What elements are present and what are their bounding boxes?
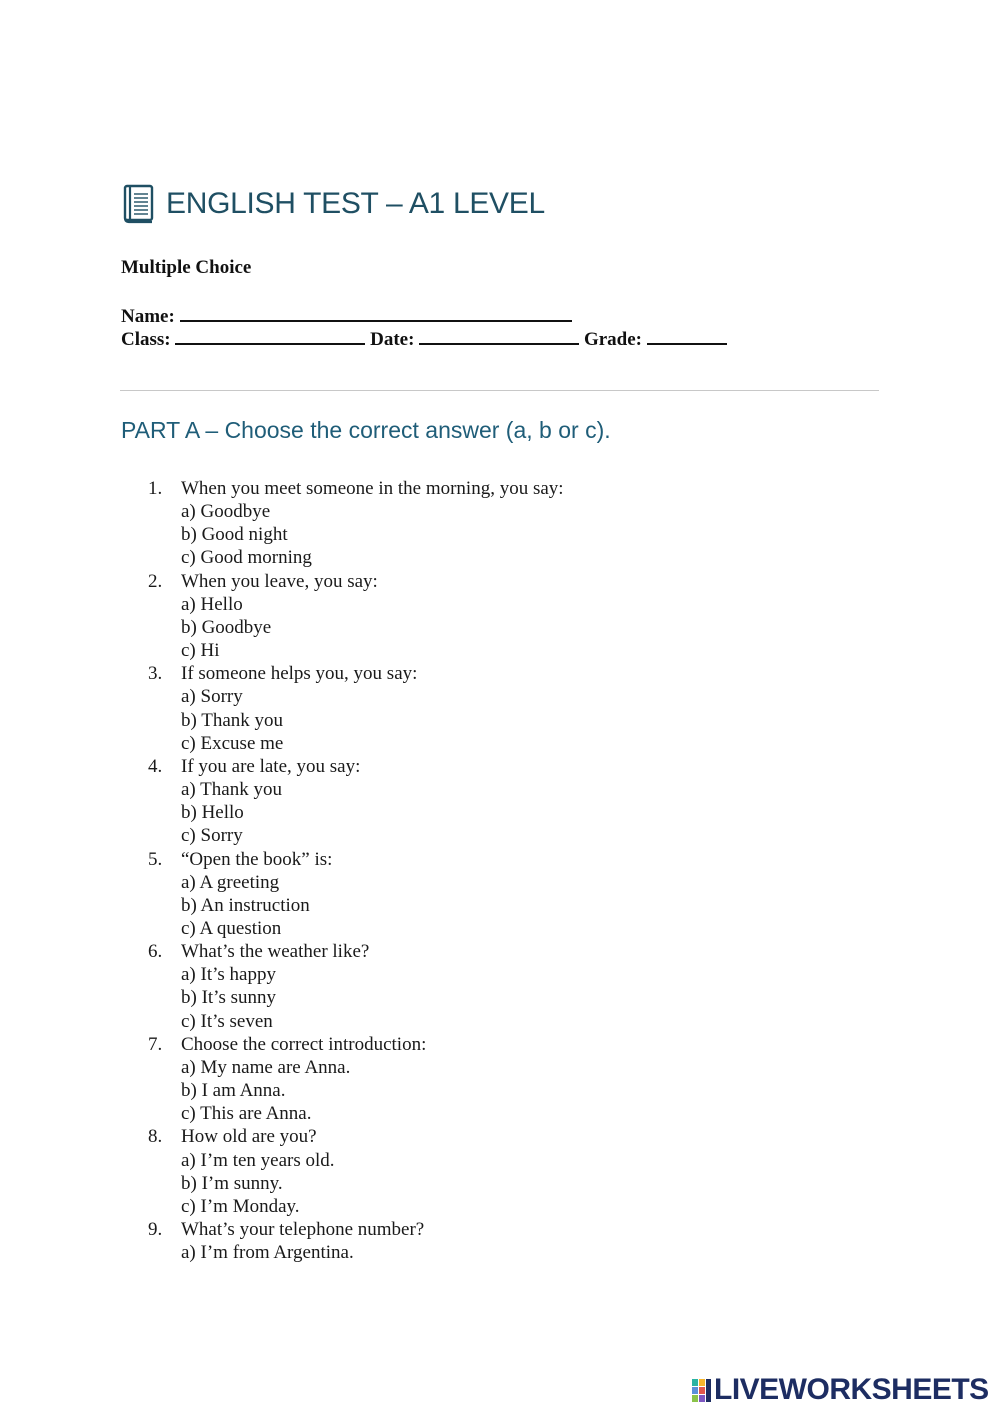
- question-item: [148, 477, 564, 570]
- question-number: 5.: [148, 848, 163, 870]
- question-item: [148, 1033, 564, 1126]
- class-label: Class:: [121, 329, 171, 350]
- question-text: What’s your telephone number?: [181, 1219, 425, 1240]
- question-number: 1.: [148, 478, 163, 499]
- answer-option[interactable]: c) Sorry: [181, 825, 243, 847]
- question-line: [148, 477, 564, 500]
- question-number: 3.: [148, 663, 163, 685]
- grade-blank[interactable]: [647, 326, 727, 345]
- question-item: [148, 570, 564, 663]
- question-text: If you are late, you say:: [181, 755, 361, 777]
- answer-option[interactable]: c) Good morning: [181, 547, 312, 569]
- question-number: 6.: [148, 941, 163, 963]
- page-title: ENGLISH TEST – A1 LEVEL: [166, 187, 545, 220]
- answer-option[interactable]: b) An instruction: [181, 894, 310, 916]
- answer-option[interactable]: b) I am Anna.: [181, 1080, 286, 1102]
- question-number: 2.: [148, 570, 163, 592]
- question-line: [148, 940, 564, 963]
- subtitle: Multiple Choice: [121, 257, 252, 278]
- question-number: 7.: [148, 1033, 163, 1055]
- answer-option[interactable]: a) Sorry: [181, 686, 243, 708]
- answer-option[interactable]: c) Hi: [181, 640, 220, 662]
- question-text: If someone helps you, you say:: [181, 663, 418, 685]
- question-number: 9.: [148, 1219, 163, 1240]
- answer-option[interactable]: b) Thank you: [181, 709, 284, 731]
- question-line: [148, 1125, 564, 1148]
- logo-text: LIVEWORKSHEETS: [714, 1373, 989, 1406]
- question-list: [148, 477, 564, 1264]
- answer-option[interactable]: b) Goodbye: [181, 616, 272, 638]
- answer-option[interactable]: a) Goodbye: [181, 501, 271, 523]
- question-line: [148, 1033, 564, 1056]
- question-item: [148, 662, 564, 755]
- answer-option[interactable]: c) This are Anna.: [181, 1103, 312, 1125]
- question-item: [148, 940, 564, 1033]
- date-label: Date:: [370, 329, 415, 350]
- date-blank[interactable]: [419, 326, 579, 345]
- question-item: [148, 1218, 564, 1264]
- answer-option[interactable]: c) A question: [181, 917, 282, 939]
- part-a-heading: PART A – Choose the correct answer (a, b or c).: [121, 417, 611, 443]
- divider: [120, 390, 879, 391]
- answer-option[interactable]: c) It’s seven: [181, 1010, 273, 1032]
- question-text: When you meet someone in the morning, you say:: [181, 478, 564, 499]
- question-line: [148, 1218, 564, 1241]
- answer-option[interactable]: a) A greeting: [181, 871, 280, 893]
- question-line: [148, 755, 564, 778]
- answer-option[interactable]: b) I’m sunny.: [181, 1172, 283, 1194]
- liveworksheets-logo-icon: [692, 1377, 712, 1403]
- question-text: How old are you?: [181, 1126, 317, 1148]
- question-text: “Open the book” is:: [181, 848, 333, 870]
- question-text: What’s the weather like?: [181, 941, 370, 963]
- answer-option[interactable]: a) Thank you: [181, 779, 282, 801]
- name-label: Name:: [121, 306, 175, 327]
- name-blank[interactable]: [180, 303, 572, 322]
- liveworksheets-logo: [692, 1373, 989, 1407]
- question-line: [148, 662, 564, 685]
- question-line: [148, 570, 564, 593]
- question-number: 8.: [148, 1126, 163, 1148]
- answer-option[interactable]: c) Excuse me: [181, 732, 284, 754]
- question-item: [148, 755, 564, 848]
- answer-option[interactable]: a) Hello: [181, 593, 243, 615]
- question-item: [148, 1125, 564, 1218]
- question-text: When you leave, you say:: [181, 570, 378, 592]
- answer-option[interactable]: b) It’s sunny: [181, 987, 276, 1009]
- answer-option[interactable]: a) I’m ten years old.: [181, 1149, 335, 1171]
- question-text: Choose the correct introduction:: [181, 1033, 427, 1055]
- answer-option[interactable]: b) Good night: [181, 524, 288, 546]
- answer-option[interactable]: a) It’s happy: [181, 964, 276, 986]
- name-field-row: [121, 303, 572, 328]
- question-item: [148, 848, 564, 941]
- question-number: 4.: [148, 755, 163, 777]
- class-blank[interactable]: [175, 326, 365, 345]
- answer-option[interactable]: b) Hello: [181, 802, 244, 824]
- title-row: [122, 184, 545, 224]
- answer-option[interactable]: a) I’m from Argentina.: [181, 1242, 354, 1264]
- book-icon: [122, 184, 156, 224]
- question-line: [148, 848, 564, 871]
- answer-option[interactable]: a) My name are Anna.: [181, 1056, 351, 1078]
- class-date-grade-row: [121, 326, 727, 351]
- grade-label: Grade:: [583, 329, 642, 350]
- answer-option[interactable]: c) I’m Monday.: [181, 1195, 300, 1217]
